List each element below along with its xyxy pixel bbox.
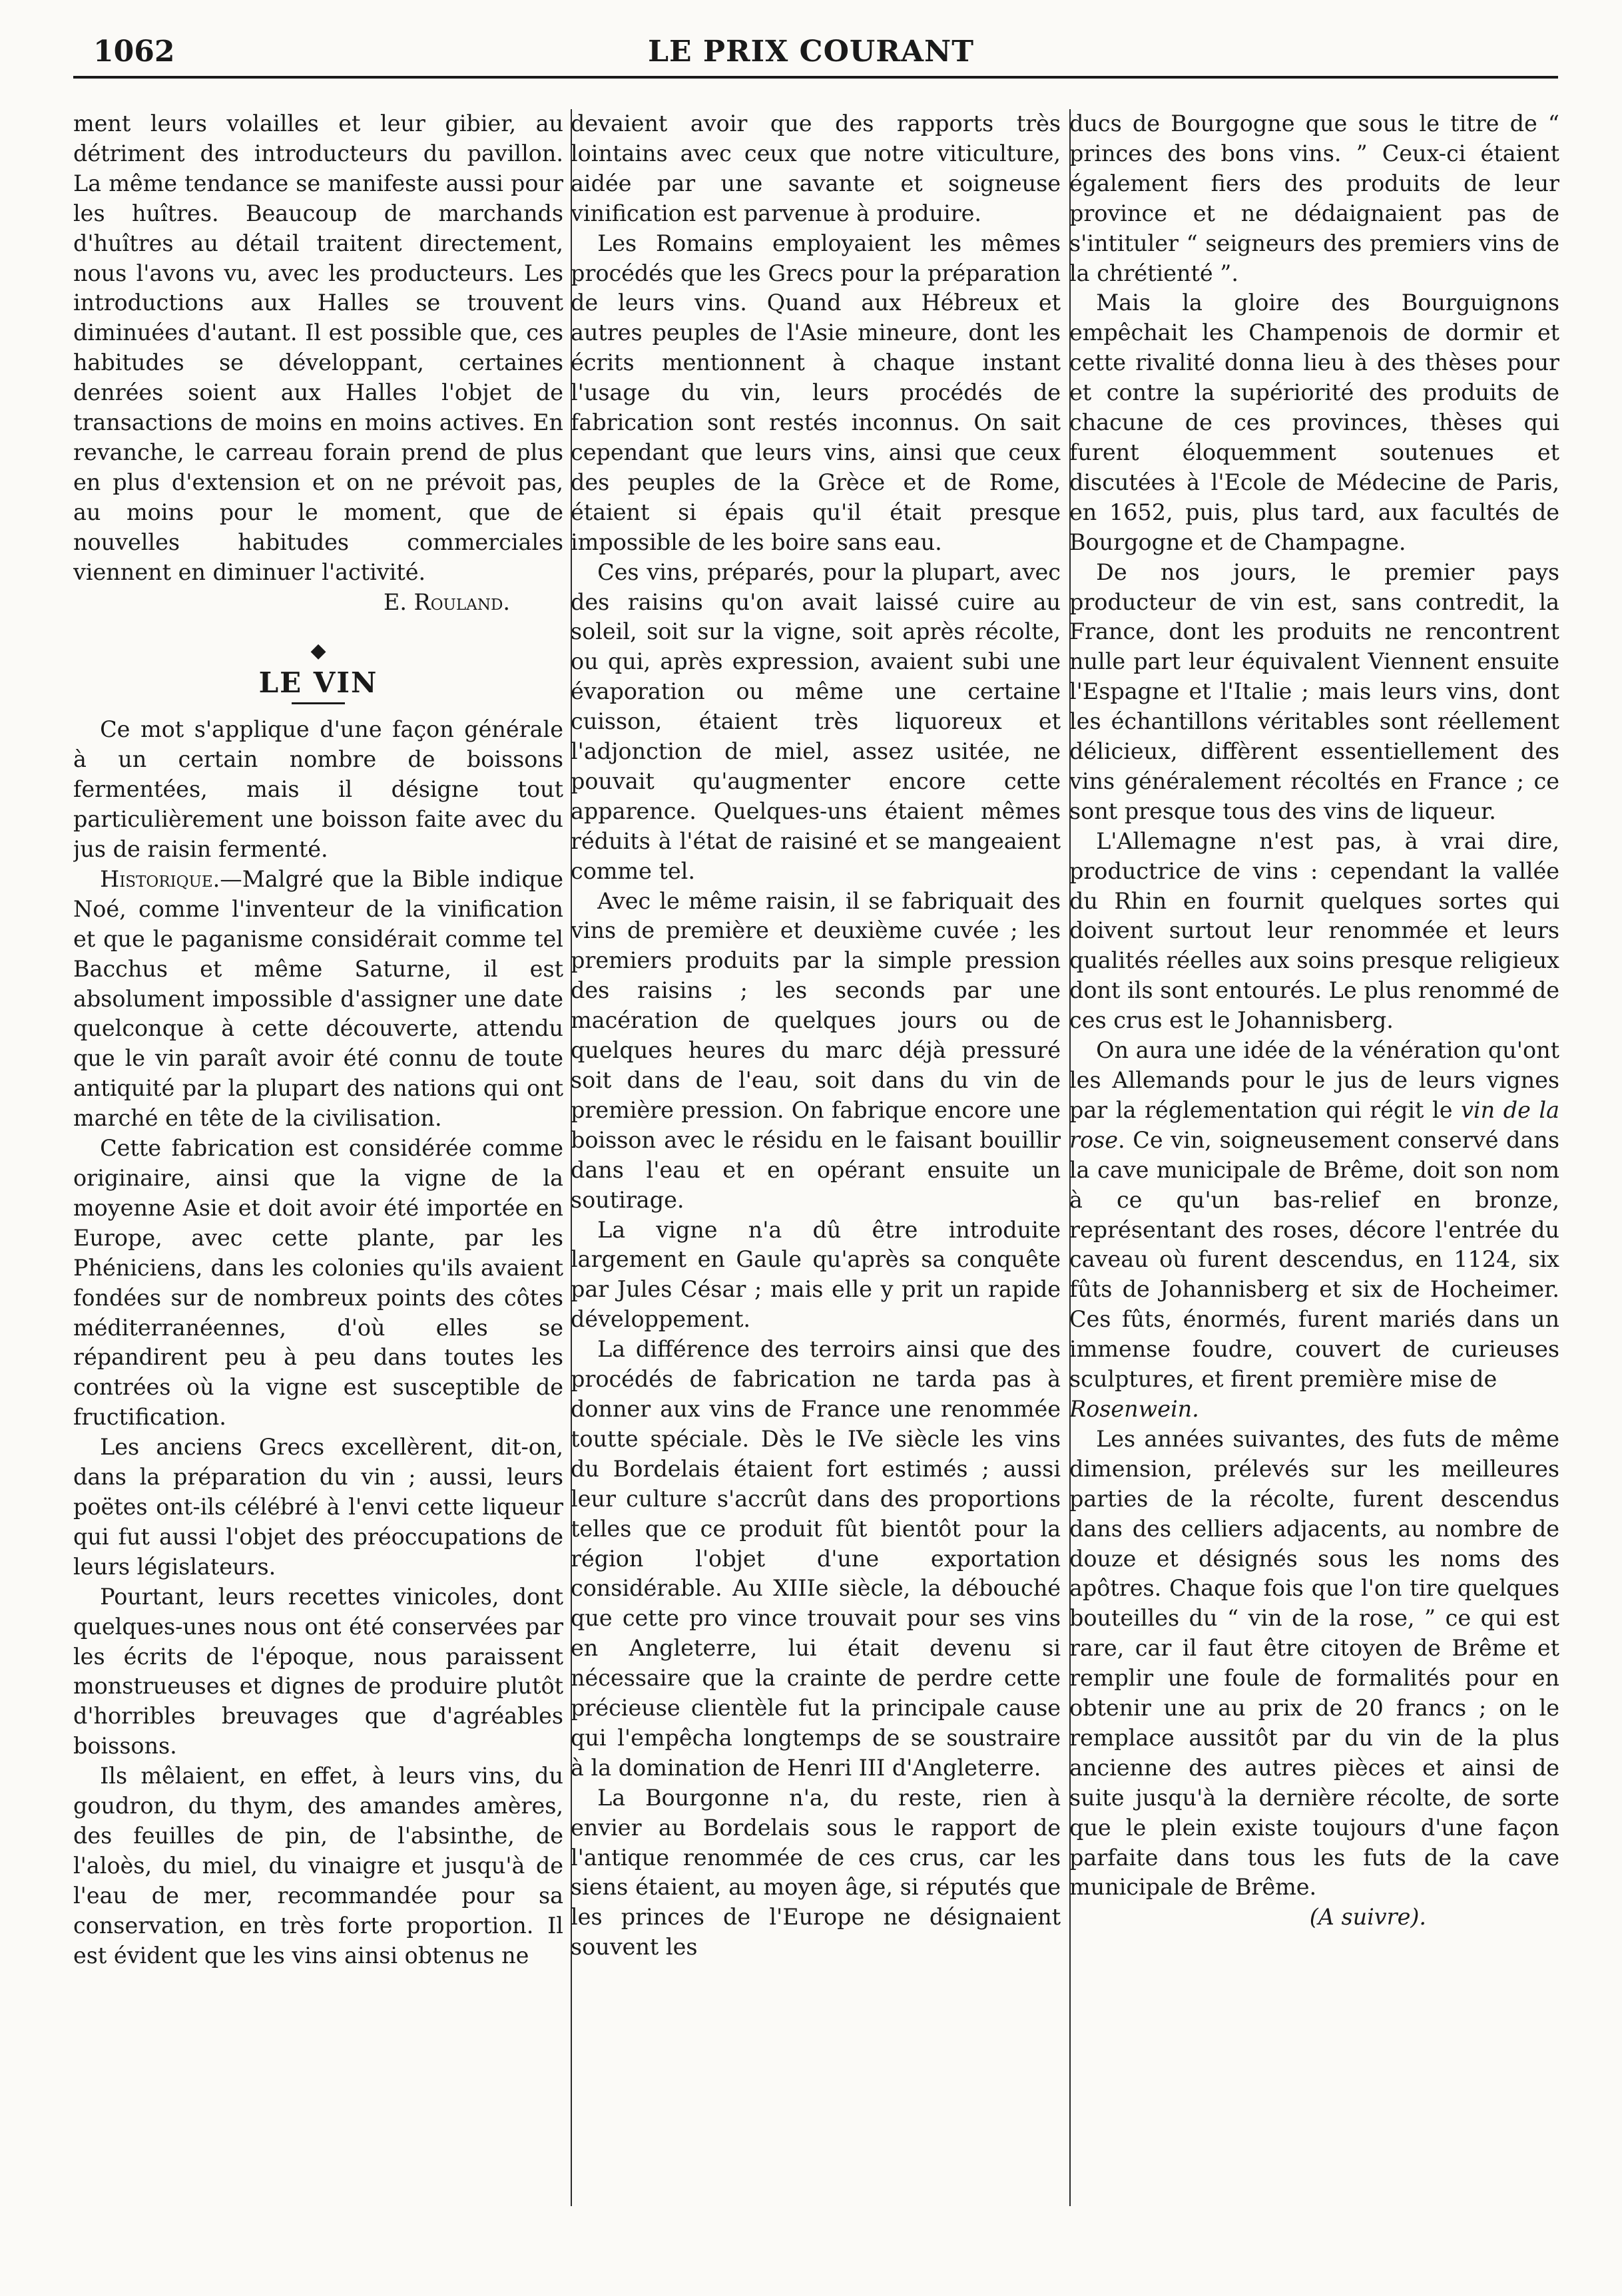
paragraph: ment leurs volailles et leur gibier, au détriment des introducteurs du pavillon. La même tendance se manifeste aussi pour les huîtres. Beaucoup de marchands d'huîtres au détail traitent directement, nous l'avons vu, avec les producteurs. Les introductions aux Halles se trouvent diminuées d'autant. Il est possible que, ces habitudes se développant, certaines denrées soient aux Halles l'objet de transactions de moins en moins actives. En revanche, le carreau forain prend de plus en plus d'extension et on ne prévoit pas, au moins pour le moment, que de nouvelles habitudes commerciales viennent en diminuer l'activité. xyxy=(73,111,563,585)
paragraph xyxy=(73,865,563,1134)
paragraph: La vigne n'a dû être introduite largement en Gaule qu'après sa conquête par Jules César ; mais elle y prit un rapide développement. xyxy=(571,1216,1061,1333)
paragraph-text: . Ce vin, soigneusement conservé dans la cave municipale de Brême, doit son nom à ce qu'un bas-relief en bronze, représentant des roses, décore l'entrée du caveau où furent descendus, en 1124, six fûts de Johannisberg et six de Hocheimer. Ces fûts, énormés, furent mariés dans un immense foudre, couvert de curieuses sculptures, et firent première mise de xyxy=(1069,1126,1559,1393)
page-number: 1062 xyxy=(93,35,175,69)
title-rule xyxy=(292,702,345,704)
paragraph: Pourtant, leurs recettes vinicoles, dont quelques-unes nous ont été conservées par les écrits de l'époque, nous paraissent monstrueuses et dignes de produire plutôt d'horribles breuvages que d'agréables boissons. xyxy=(73,1583,563,1759)
author-name: E. Rouland. xyxy=(383,588,510,615)
paragraph-text: On aura une idée de la vénération qu'ont les Allemands pour le jus de leurs vignes par la réglementation qui régit le xyxy=(1069,1037,1559,1123)
column-1 xyxy=(73,109,563,2206)
paragraph: Mais la gloire des Bourguignons empêchait les Champenois de dormir et cette rivalité donna lieu à des thèses pour et contre la supériorité des produits de chacune de ces provinces, thèses qui furent éloquemment soutenues et discutées à l'Ecole de Médecine de Paris, en 1652, puis, plus tard, aux facultés de Bourgogne et de Champagne. xyxy=(1069,290,1559,555)
paragraph: La différence des terroirs ainsi que des procédés de fabrication ne tarda pas à donner aux vins de France une renommée toutte spéciale. Dès le IVe siècle les vins du Bordelais étaient fort estimés ; aussi leur culture s'accrût dans des proportions telles que ce produit fût bientôt pour la région l'objet d'une exportation considérable. Au XIIIe siècle, la débouché que cette pro vince trouvait pour ses vins en Angleterre, lui était devenu si nécessaire que la crainte de perdre cette précieuse clientèle fut la principale cause qui l'empêcha longtemps de se soustraire à la domination de Henri III d'Angleterre. xyxy=(571,1336,1061,1781)
paragraph: ducs de Bourgogne que sous le titre de “ princes des bons vins. ” Ceux-ci étaient également fiers des produits de leur province et ne dédaignaient pas de s'intituler “ seigneurs des premiers vins de la chrétienté ”. xyxy=(1069,111,1559,286)
continued-note: (A suivre). xyxy=(1309,1904,1426,1931)
column-2 xyxy=(571,109,1061,2206)
emphasis: vin de la rose xyxy=(1069,1096,1559,1153)
paragraph: Ce mot s'applique d'une façon générale à un certain nombre de boissons fermentées, mais il désigne tout particulièrement une boisson faite avec du jus de raisin fermenté. xyxy=(73,716,563,863)
paragraph: devaient avoir que des rapports très lointains avec ceux que notre viticulture, aidée par une savante et soigneuse vinification est parvenue à produire. xyxy=(571,111,1061,226)
paragraph: L'Allemagne n'est pas, à vrai dire, productrice de vins : cependant la vallée du Rhin en fournit quelques sortes qui doivent surtout leur renommée et leurs qualités réelles aux soins presque religieux dont ils sont entourés. Le plus renommé de ces crus est le Johannisberg. xyxy=(1069,827,1559,1034)
journal-title: LE PRIX COURANT xyxy=(648,35,974,69)
paragraph: Les anciens Grecs excellèrent, dit-on, dans la préparation du vin ; aussi, leurs poëtes ont-ils célébré à l'envi cette liqueur qui fut aussi l'objet des préoccupations de leurs législateurs. xyxy=(73,1434,563,1580)
paragraph: Ces vins, préparés, pour la plupart, avec des raisins qu'on avait laissé cuire au soleil, soit sur la vigne, soit après récolte, ou qui, après expression, avaient subi une évaporation ou même une certaine cuisson, étaient très liquoreux et l'adjonction de miel, assez usitée, ne pouvait qu'augmenter encore cette apparence. Quelques-uns étaient mêmes réduits à l'état de raisiné et se mangeaient comme tel. xyxy=(571,559,1061,884)
emphasis: Rosenwein. xyxy=(1069,1395,1199,1422)
paragraph: Ils mêlaient, en effet, à leurs vins, du goudron, du thym, des amandes amères, des feuilles de pin, de l'absinthe, de l'aloès, du miel, du vinaigre et jusqu'à de l'eau de mer, recommandée pour sa conservation, en très forte proportion. Il est évident que les vins ainsi obtenus ne xyxy=(73,1763,563,1968)
column-3 xyxy=(1069,109,1559,2206)
paragraph: Les années suivantes, des futs de même dimension, prélevés sur les meilleures parties de la récolte, furent descendus dans des celliers adjacents, au nombre de douze et désignés sous les noms des apôtres. Chaque fois que l'on tire quelques bouteilles du “ vin de la rose, ” ce qui est rare, car il faut être citoyen de Brême et remplir une foule de formalités pour en obtenir une au prix de 20 francs ; on le remplace aussitôt par du vin de la plus ancienne des autres pièces et ainsi de suite jusqu'à la dernière récolte, de sorte que le plein existe toujours d'une façon parfaite dans tous les futs de la cave municipale de Brême. xyxy=(1069,1425,1559,1901)
paragraph: De nos jours, le premier pays producteur de vin est, sans contredit, la France, dont les produits ne rencontrent nulle part leur équivalent Viennent ensuite l'Espagne et l'Italie ; mais leurs vins, dont les échantillons véritables sont réellement délicieux, diffèrent essentiellement des vins généralement récoltés en France ; ce sont presque tous des vins de liqueur. xyxy=(1069,559,1559,824)
historique-label: Historique. xyxy=(100,865,220,892)
section-title: LE VIN xyxy=(258,666,378,700)
paragraph: Les Romains employaient les mêmes procédés que les Grecs pour la préparation de leurs vins. Quand aux Hébreux et autres peuples de l'Asie mineure, dont les écrits mentionnent à chaque instant l'usage du vin, leurs procédés de fabrication sont restés inconnus. On sait cependant que leurs vins, ainsi que ceux des peuples de la Grèce et de Rome, étaient si épais qu'il était presque impossible de les boire sans eau. xyxy=(571,230,1061,555)
header-rule xyxy=(73,76,1558,79)
ornament-icon: ◆ xyxy=(310,639,326,663)
paragraph-text: —Malgré que la Bible indique Noé, comme l'inventeur de la vinification et que le paganisme considérait comme tel Bacchus et même Saturne, il est absolument impossible d'assigner une date quelconque à cette découverte, attendu que le vin paraît avoir été connu de toute antiquité par la plupart des nations qui ont marché en tête de la civilisation. xyxy=(73,865,563,1132)
paragraph xyxy=(1069,1036,1559,1425)
paragraph: Cette fabrication est considérée comme originaire, ainsi que la vigne de la moyenne Asie et doit avoir été importée en Europe, avec cette plante, par les Phéniciens, dans les colonies qu'ils avaient fondées sur de nombreux points des côtes méditerranéennes, d'où elles se répandirent peu à peu dans toutes les contrées où la vigne est susceptible de fructification. xyxy=(73,1135,563,1431)
paragraph: La Bourgonne n'a, du reste, rien à envier au Bordelais sous le rapport de l'antique renommée de ces crus, car les siens étaient, au moyen âge, si réputés que les princes de l'Europe ne désignaient souvent les xyxy=(571,1784,1061,1960)
author-signature xyxy=(73,588,563,618)
paragraph: Avec le même raisin, il se fabriquait des vins de première et deuxième cuvée ; les premiers produits par la simple pression des raisins ; les seconds par une macération de quelques jours ou de quelques heures du marc déjà pressuré soit dans de l'eau, soit dans du vin de première pression. On fabrique encore une boisson avec le résidu en le faisant bouillir dans l'eau et en opérant ensuite un soutirage. xyxy=(571,887,1061,1213)
